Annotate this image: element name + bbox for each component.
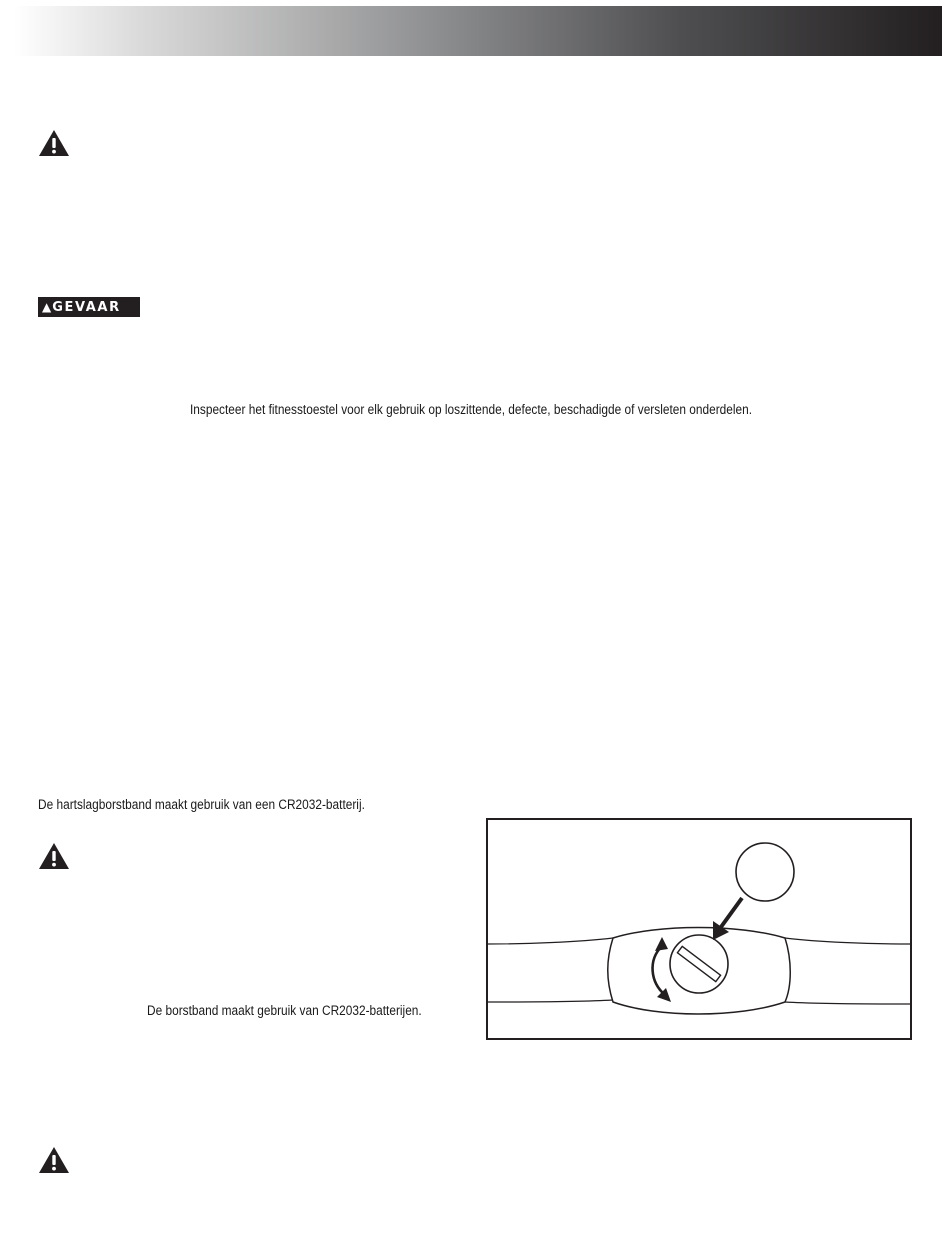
- inspection-instruction: Inspecteer het fitnesstoestel voor elk gebruik op loszittende, defecte, beschadigde of versleten onderdelen.: [190, 402, 753, 417]
- danger-triangle-icon: ▲: [42, 300, 52, 314]
- warning-triangle-icon: [38, 842, 70, 870]
- danger-label: [38, 297, 140, 317]
- callout-circle: [736, 843, 794, 901]
- warning-triangle-icon: [38, 129, 70, 157]
- battery-intro-text: De hartslagborstband maakt gebruik van een CR2032-batterij.: [38, 797, 365, 812]
- warning-triangle-icon: [38, 1146, 70, 1174]
- chest-strap-figure: [486, 818, 912, 1040]
- battery-note-text: De borstband maakt gebruik van CR2032-batterijen.: [147, 1003, 422, 1018]
- header-gradient-bar: [14, 6, 942, 56]
- danger-label-text: GEVAAR: [52, 300, 121, 315]
